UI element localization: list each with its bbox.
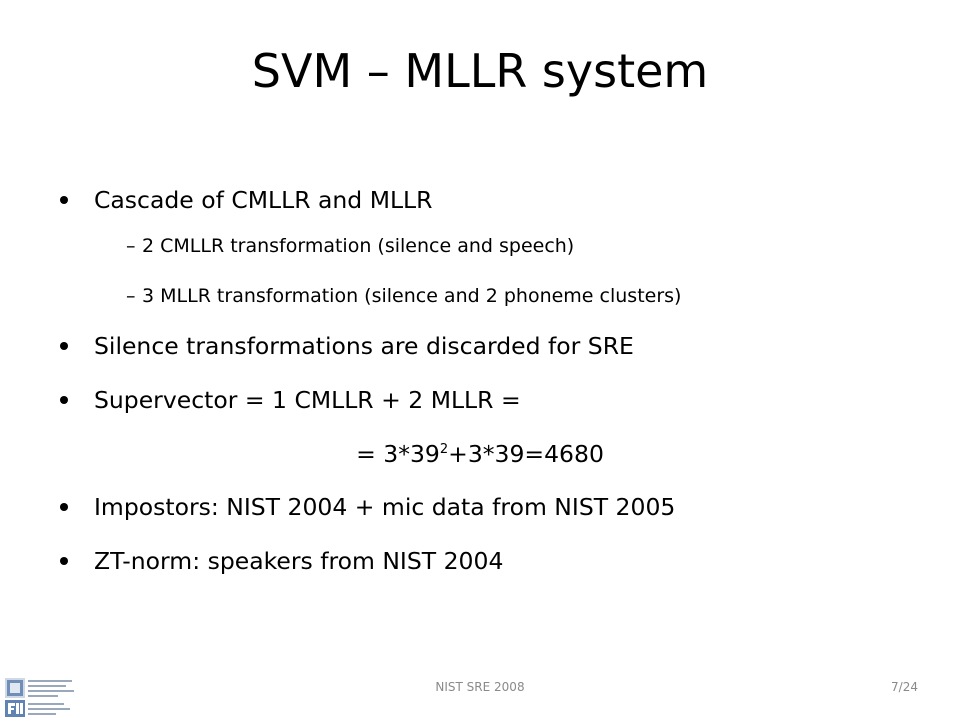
- bullet-dot: [60, 396, 68, 404]
- equation-exponent: 2: [439, 442, 449, 457]
- bullet-text: Supervector = 1 CMLLR + 2 MLLR =: [94, 386, 521, 414]
- bullet-dot: [60, 557, 68, 565]
- equation-part: +3*39=4680: [448, 440, 604, 468]
- page-number: 7/24: [891, 680, 918, 694]
- bullet-dot: [60, 196, 68, 204]
- bullet-text: Silence transformations are discarded for SRE: [94, 332, 634, 360]
- bullet-text: Cascade of CMLLR and MLLR: [94, 186, 433, 214]
- footer-text: NIST SRE 2008: [435, 680, 525, 694]
- slide-title: SVM – MLLR system: [251, 44, 709, 98]
- bullet-dot: [60, 503, 68, 511]
- sub-bullet-text: 3 MLLR transformation (silence and 2 phoneme clusters): [142, 285, 682, 307]
- equation-line: [0, 437, 960, 471]
- equation-part: = 3*39: [356, 440, 440, 468]
- bullet-text: Impostors: NIST 2004 + mic data from NIST 2005: [94, 493, 676, 521]
- bullet-text: ZT-norm: speakers from NIST 2004: [94, 547, 504, 575]
- bullet-dot: [60, 342, 68, 350]
- bullet-dash: –: [126, 285, 136, 307]
- sub-bullet-text: 2 CMLLR transformation (silence and speech): [142, 235, 575, 257]
- bullet-dash: –: [126, 235, 136, 257]
